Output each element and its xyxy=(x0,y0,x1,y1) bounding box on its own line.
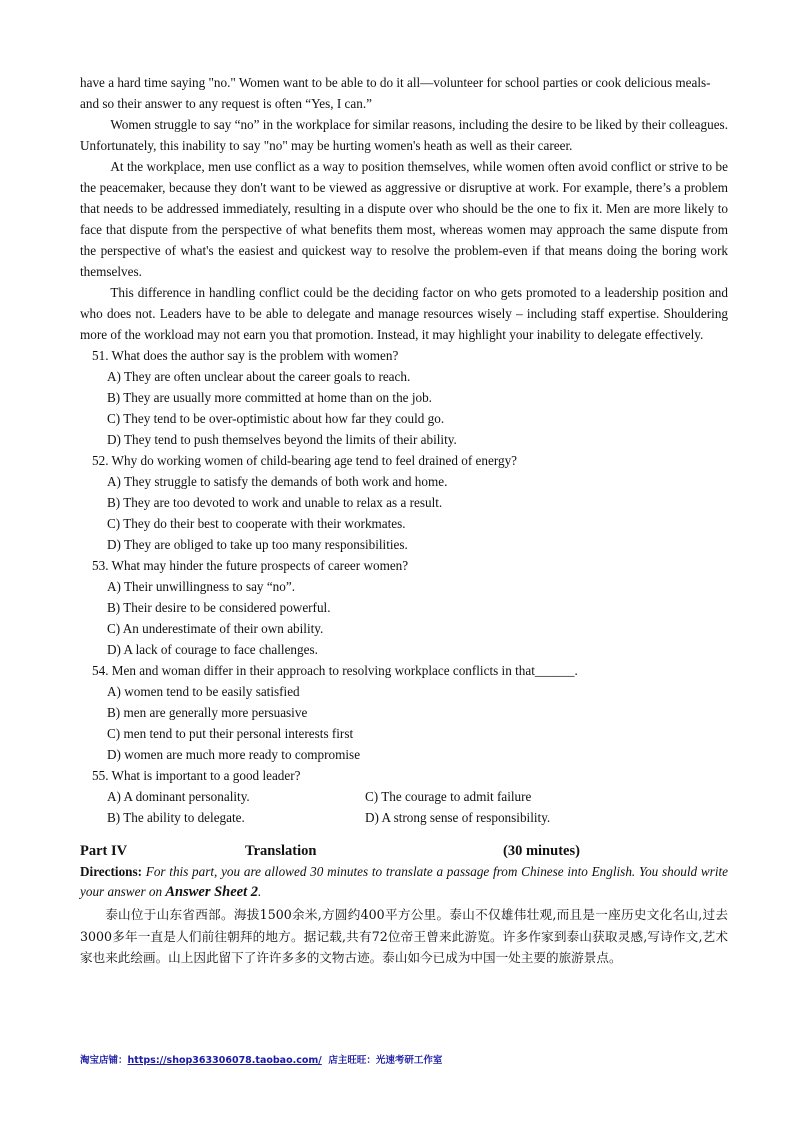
question-52-stem: 52. Why do working women of child-bearing age tend to feel drained of energy? xyxy=(92,453,518,468)
question-51-option-d: D) They tend to push themselves beyond the limits of their ability. xyxy=(107,432,457,447)
question-55-option-b: B) The ability to delegate. xyxy=(107,810,245,825)
question-54-option-b: B) men are generally more persuasive xyxy=(107,705,308,720)
part-time: (30 minutes) xyxy=(503,843,580,859)
part-number: Part IV xyxy=(80,843,128,859)
question-53-option-a: A) Their unwillingness to say “no”. xyxy=(107,579,296,594)
passage-paragraph: This difference in handling conflict could be the deciding factor on who gets promoted to a leadership position and who does not. Leaders have to be able to delegate and manage resources wisely – including staff expertise. Shouldering more of the workload may not earn you that promotion. Instead, it may highlight your inability to delegate effectively. xyxy=(80,285,728,342)
question-55-options xyxy=(107,786,728,828)
part-heading xyxy=(80,840,728,862)
question-55-option-d: D) A strong sense of responsibility. xyxy=(365,810,551,825)
footer-shop-label: 淘宝店铺： xyxy=(80,1055,128,1066)
question-52-option-a: A) They struggle to satisfy the demands of both work and home. xyxy=(107,474,448,489)
chinese-passage: 泰山位于山东省西部。海拔1500余米,方圆约400平方公里。泰山不仅雄伟壮观,而且是一座历史文化名山,过去3000多年一直是人们前往朝拜的地方。据记载,共有72位帝王曾来此游览。许多作家到泰山获取灵感,写诗作文,艺术家也来此绘画。山上因此留下了许许多多的文物古迹。泰山如今已成为中国一处主要的旅游景点。 xyxy=(80,907,728,965)
question-52-option-d: D) They are obliged to take up too many responsibilities. xyxy=(107,537,408,552)
question-51-option-a: A) They are often unclear about the career goals to reach. xyxy=(107,369,411,384)
question-52-option-b: B) They are too devoted to work and unable to relax as a result. xyxy=(107,495,443,510)
passage-paragraph: Women struggle to say “no” in the workplace for similar reasons, including the desire to be liked by their colleagues. Unfortunately, this inability to say "no" may be hurting women's heath as well as their career. xyxy=(80,117,728,153)
question-51-option-c: C) They tend to be over-optimistic about how far they could go. xyxy=(107,411,445,426)
question-53-option-b: B) Their desire to be considered powerful. xyxy=(107,600,331,615)
question-55-option-a: A) A dominant personality. xyxy=(107,789,250,804)
directions xyxy=(80,862,728,902)
question-51-stem: 51. What does the author say is the problem with women? xyxy=(92,348,399,363)
passage-paragraph: At the workplace, men use conflict as a way to position themselves, while women often avoid conflict or strive to be the peacemaker, because they don't want to be viewed as aggressive or disruptive at work. For example, there’s a problem that needs to be addressed immediately, resulting in a dispute over who should be the one to fix it. Men are more likely to face that dispute from the perspective of what benefits them most, whereas women may approach the same dispute from the perspective of what's the easiest and quickest way to resolve the problem-even if that means doing the boring work themselves. xyxy=(80,159,728,279)
directions-period: . xyxy=(258,884,262,899)
question-54-option-d: D) women are much more ready to compromise xyxy=(107,747,361,762)
footer-owner: 店主旺旺：光速考研工作室 xyxy=(328,1055,443,1066)
exam-page xyxy=(80,72,728,969)
directions-label: Directions: xyxy=(80,864,143,879)
question-54-stem: 54. Men and woman differ in their approach to resolving workplace conflicts in that______. xyxy=(92,663,578,678)
footer xyxy=(80,1052,442,1066)
question-51-option-b: B) They are usually more committed at home than on the job. xyxy=(107,390,432,405)
question-55-option-c: C) The courage to admit failure xyxy=(365,789,532,804)
question-53-option-d: D) A lack of courage to face challenges. xyxy=(107,642,318,657)
question-52-option-c: C) They do their best to cooperate with their workmates. xyxy=(107,516,406,531)
answer-sheet-label: Answer Sheet 2 xyxy=(165,884,259,900)
question-53-stem: 53. What may hinder the future prospects of career women? xyxy=(92,558,409,573)
question-54-option-c: C) men tend to put their personal interests first xyxy=(107,726,354,741)
question-54-option-a: A) women tend to be easily satisfied xyxy=(107,684,300,699)
part-title: Translation xyxy=(245,843,317,859)
passage-paragraph: have a hard time saying "no." Women want to be able to do it all—volunteer for school parties or cook delicious meals-and so their answer to any request is often “Yes, I can.” xyxy=(80,75,711,111)
question-55-stem: 55. What is important to a good leader? xyxy=(92,768,301,783)
directions-text: For this part, you are allowed 30 minutes to translate a passage from Chinese into English. You should write your answer on xyxy=(80,864,728,899)
footer-shop-link[interactable]: https://shop363306078.taobao.com/ xyxy=(127,1055,322,1066)
question-53-option-c: C) An underestimate of their own ability. xyxy=(107,621,324,636)
